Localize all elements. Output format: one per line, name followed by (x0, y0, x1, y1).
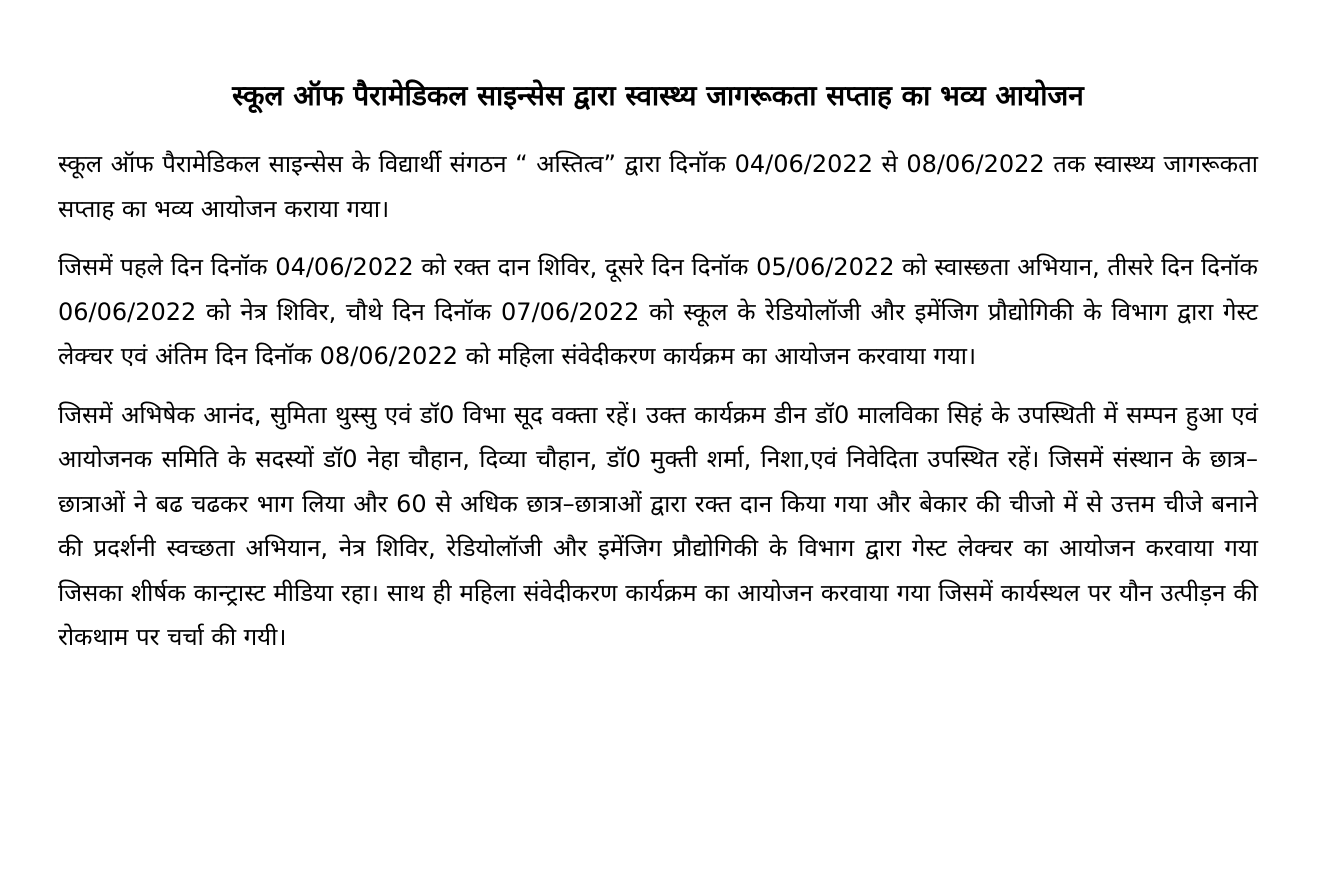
document-title: स्कूल ऑफ पैरामेडिकल साइन्सेस द्वारा स्वास्थ्य जागरूकता सप्ताह का भव्य आयोजन (232, 79, 1084, 112)
document-page (58, 70, 1258, 674)
paragraph-intro: स्कूल ऑफ पैरामेडिकल साइन्सेस के विद्यार्थी संगठन “ अस्तित्व” द्वारा दिनॉक 04/06/2022 से 08/06/2022 तक स्वास्थ्य जागरूकता सप्ताह का भव्य आयोजन कराया गया। (58, 150, 1258, 223)
paragraph-schedule: जिसमें पहले दिन दिनॉक 04/06/2022 को रक्त दान शिविर, दूसरे दिन दिनॉक 05/06/2022 को स्वास्छता अभियान, तीसरे दिन दिनॉक 06/06/2022 को नेत्र शिविर, चौथे दिन दिनॉक 07/06/2022 को स्कूल के रेडियोलॉजी और इमेंजिग प्रौद्योगिकी के विभाग द्वारा गेस्ट लेक्चर एवं अंतिम दिन दिनॉक 08/06/2022 को महिला संवेदीकरण कार्यक्रम का आयोजन करवाया गया। (58, 253, 1258, 370)
paragraph-details: जिसमें अभिषेक आनंद, सुमिता थुस्सु एवं डॉ0 विभा सूद वक्ता रहें। उक्त कार्यक्रम डीन डॉ0 मालविका सिहं के उपस्थिती में सम्पन हुआ एवं आयोजनक समिति के सदस्यों डॉ0 नेहा चौहान, दिव्या चौहान, डॉ0 मुक्ती शर्मा, निशा,एवं निवेदिता उपस्थित रहें। जिसमें संस्थान के छात्र–छात्राओं ने बढ चढकर भाग लिया और 60 से अधिक छात्र–छात्राओं द्वारा रक्त दान किया गया और बेकार की चीजो में से उत्तम चीजे बनाने की प्रदर्शनी स्वच्छता अभियान, नेत्र शिविर, रेडियोलॉजी और इमेंजिग प्रौद्योगिकी के विभाग द्वारा गेस्ट लेक्चर का आयोजन करवाया गया जिसका शीर्षक कान्ट्रास्ट मीडिया रहा। साथ ही महिला संवेदीकरण कार्यक्रम का आयोजन करवाया गया जिसमें कार्यस्थल पर यौन उत्पीड़न की रोकथाम पर चर्चा की गयी। (58, 400, 1258, 651)
